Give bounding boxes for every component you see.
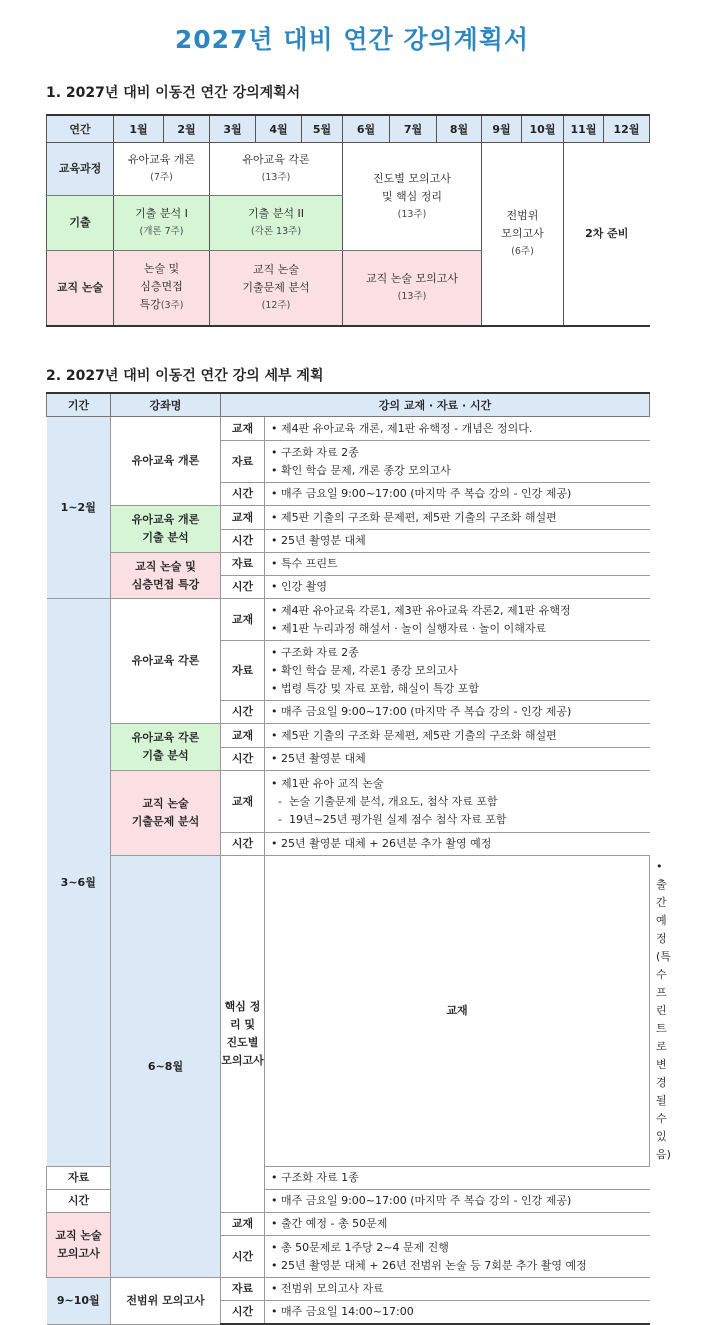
course-line: 핵심 정리 및 bbox=[224, 1000, 261, 1031]
type-cell: 교재 bbox=[221, 724, 265, 748]
type-cell: 시간 bbox=[221, 576, 265, 599]
period-cell: 3~6월 bbox=[47, 599, 111, 1167]
detail-line: • 확인 학습 문제, 개론 종강 모의고사 bbox=[271, 463, 451, 477]
detail-cell: • 매주 금요일 9:00~17:00 (마지막 주 복습 강의 - 인강 제공) bbox=[265, 701, 650, 724]
detail-cell: • 매주 금요일 9:00~17:00 (마지막 주 복습 강의 - 인강 제공) bbox=[265, 483, 650, 506]
header-cell: 11월 bbox=[564, 115, 604, 143]
past-core-cell bbox=[210, 196, 343, 251]
detail-line: • 확인 학습 문제, 각론1 종강 모의고사 bbox=[271, 663, 458, 677]
cell-title: 기출 분석 I bbox=[135, 207, 188, 220]
detail-line: • 법령 특강 및 자료 포함, 해실이 특강 포함 bbox=[271, 681, 479, 695]
row-label: 기출 bbox=[47, 196, 114, 251]
detail-cell bbox=[265, 771, 650, 833]
detail-cell: • 제4판 유아교육 개론, 제1판 유핵정 - 개념은 정의다. bbox=[265, 417, 650, 441]
detail-cell bbox=[265, 1236, 650, 1278]
cell-weeks: (7주) bbox=[150, 172, 173, 183]
type-cell: 교재 bbox=[265, 856, 650, 1167]
course-line: 교직 논술 bbox=[55, 1229, 102, 1242]
detail-cell: • 구조화 자료 1종 bbox=[265, 1167, 650, 1190]
detail-cell: • 인강 촬영 bbox=[265, 576, 650, 599]
cell-weeks: (6주) bbox=[511, 245, 534, 257]
cell-title: 기출 분석 II bbox=[248, 207, 304, 220]
type-cell: 교재 bbox=[221, 771, 265, 833]
type-cell: 교재 bbox=[221, 417, 265, 441]
cell-weeks: (3주) bbox=[160, 300, 184, 312]
cell-line: 및 핵심 정리 bbox=[381, 189, 443, 203]
curriculum-core-cell bbox=[210, 143, 343, 196]
header-cell: 12월 bbox=[604, 115, 650, 143]
header-cell: 5월 bbox=[302, 115, 343, 143]
page-title: 2027년 대비 연간 강의계획서 bbox=[174, 25, 530, 54]
header-cell: 강의 교재 · 자료 · 시간 bbox=[221, 393, 650, 417]
header-cell: 7월 bbox=[390, 115, 437, 143]
type-cell: 자료 bbox=[47, 1167, 111, 1190]
course-cell bbox=[111, 771, 221, 856]
cell-line: 특강 bbox=[139, 298, 161, 312]
cell-weeks: (각론 13주) bbox=[250, 226, 302, 237]
detail-line: • 제4판 유아교육 각론1, 제3판 유아교육 각론2, 제1판 유핵정 bbox=[271, 603, 571, 617]
type-cell: 시간 bbox=[47, 1190, 111, 1213]
course-line: 교직 논술 bbox=[142, 797, 189, 810]
course-line: 심층면접 특강 bbox=[131, 577, 200, 591]
cell-weeks: (13주) bbox=[397, 208, 427, 220]
course-cell: 유아교육 개론 bbox=[111, 417, 221, 506]
cell-weeks: (개론 7주) bbox=[139, 226, 184, 237]
cell-line: 전범위 bbox=[506, 208, 539, 222]
essay-analysis-cell bbox=[210, 251, 343, 326]
detail-cell bbox=[265, 599, 650, 641]
detail-cell: • 매주 금요일 9:00~17:00 (마지막 주 복습 강의 - 인강 제공) bbox=[265, 1190, 650, 1213]
detail-cell: • 25년 촬영분 대체 bbox=[265, 530, 650, 553]
type-cell: 교재 bbox=[221, 506, 265, 530]
course-cell bbox=[47, 1213, 111, 1278]
type-cell: 시간 bbox=[221, 701, 265, 724]
cell-weeks: (13주) bbox=[261, 172, 291, 183]
course-cell bbox=[111, 724, 221, 771]
course-line: 기출 분석 bbox=[142, 749, 189, 762]
annual-plan-table bbox=[46, 114, 650, 327]
course-cell: 유아교육 각론 bbox=[111, 599, 221, 724]
detail-line: - 논술 기출문제 분석, 개요도, 첨삭 자료 포함 bbox=[271, 794, 498, 808]
cell-line: 교직 논술 bbox=[252, 262, 299, 276]
detail-cell: • 제5판 기출의 구조화 문제편, 제5판 기출의 구조화 해설편 bbox=[265, 724, 650, 748]
detail-cell bbox=[265, 641, 650, 701]
header-cell: 연간 bbox=[47, 115, 114, 143]
detail-cell: • 제5판 기출의 구조화 문제편, 제5판 기출의 구조화 해설편 bbox=[265, 506, 650, 530]
course-line: 기출문제 분석 bbox=[131, 815, 200, 828]
cell-line: 기출문제 분석 bbox=[242, 280, 310, 294]
type-cell: 자료 bbox=[221, 641, 265, 701]
detail-cell: • 전범위 모의고사 자료 bbox=[265, 1278, 650, 1301]
period-cell: 1~2월 bbox=[47, 417, 111, 599]
type-cell: 시간 bbox=[221, 1301, 265, 1325]
table-row bbox=[47, 1278, 650, 1301]
course-cell bbox=[221, 856, 265, 1213]
cell-weeks: (12주) bbox=[261, 299, 291, 311]
course-line: 유아교육 개론 bbox=[131, 513, 200, 526]
cell-line: 심층면접 bbox=[140, 280, 183, 294]
header-cell: 2월 bbox=[164, 115, 210, 143]
detail-cell: • 매주 금요일 14:00~17:00 bbox=[265, 1301, 650, 1325]
header-cell: 1월 bbox=[114, 115, 164, 143]
type-cell: 시간 bbox=[221, 530, 265, 553]
header-cell: 4월 bbox=[256, 115, 302, 143]
cell-line: 모의고사 bbox=[501, 226, 544, 240]
table-row bbox=[47, 506, 650, 530]
type-cell: 자료 bbox=[221, 1278, 265, 1301]
cell-line: 논술 및 bbox=[143, 262, 180, 276]
detail-cell: • 특수 프린트 bbox=[265, 553, 650, 576]
course-line: 진도별 모의고사 bbox=[221, 1036, 264, 1067]
type-cell: 시간 bbox=[221, 833, 265, 856]
detail-cell bbox=[265, 441, 650, 483]
detail-line: • 제1판 누리과정 해설서 · 놀이 실행자료 · 놀이 이해자료 bbox=[271, 621, 547, 635]
course-line: 교직 논술 및 bbox=[135, 559, 196, 573]
cell-title: 유아교육 개론 bbox=[127, 153, 196, 166]
detail-line: • 제1판 유아 교직 논술 bbox=[271, 776, 384, 790]
cell-title: 유아교육 각론 bbox=[242, 153, 310, 166]
detail-line: • 25년 촬영분 대체 + 26년 전범위 논술 등 7회분 추가 촬영 예정 bbox=[271, 1258, 587, 1272]
table-row: 6~8월 핵심 정리 및 진도별 모의고사 교재 • 출간 예정 (특수 프린트로 변경될 수 있음) bbox=[47, 856, 650, 1167]
detail-line: • 구조화 자료 2종 bbox=[271, 645, 359, 659]
type-cell: 자료 bbox=[221, 441, 265, 483]
essay-special-cell bbox=[114, 251, 210, 326]
course-line: 모의고사 bbox=[57, 1247, 100, 1260]
header-cell: 기간 bbox=[47, 393, 111, 417]
table-row bbox=[47, 724, 650, 748]
full-mock-cell bbox=[482, 143, 564, 326]
header-cell: 3월 bbox=[210, 115, 256, 143]
type-cell: 시간 bbox=[221, 748, 265, 771]
period-cell: 6~8월 bbox=[111, 856, 221, 1278]
row-label: 교육과정 bbox=[47, 143, 114, 196]
cell-weeks: (13주) bbox=[397, 290, 427, 302]
cell-line: 진도별 모의고사 bbox=[373, 171, 451, 185]
type-cell: 시간 bbox=[221, 483, 265, 506]
type-cell: 교재 bbox=[221, 599, 265, 641]
header-cell: 9월 bbox=[482, 115, 522, 143]
period-cell: 9~10월 bbox=[47, 1278, 111, 1325]
table-row bbox=[47, 599, 650, 641]
table-row bbox=[47, 417, 650, 441]
row-label: 교직 논술 bbox=[47, 251, 114, 326]
curriculum-row bbox=[47, 143, 650, 196]
course-line: 기출 분석 bbox=[142, 531, 189, 544]
stage-mock-cell bbox=[343, 143, 482, 251]
curriculum-intro-cell bbox=[114, 143, 210, 196]
detail-cell: • 출간 예정 - 총 50문제 bbox=[265, 1213, 650, 1236]
header-cell: 강좌명 bbox=[111, 393, 221, 417]
section1-heading: 1. 2027년 대비 이동건 연간 강의계획서 bbox=[46, 85, 301, 101]
course-line: 유아교육 각론 bbox=[131, 731, 200, 744]
table-row bbox=[47, 553, 650, 576]
detail-cell: • 25년 촬영분 대체 bbox=[265, 748, 650, 771]
detail-line: • 총 50문제로 1주당 2~4 문제 진행 bbox=[271, 1240, 449, 1254]
table-row bbox=[47, 771, 650, 833]
detail-line: - 19년~25년 평가원 실제 점수 첨삭 자료 포함 bbox=[271, 812, 507, 826]
cell-title: 교직 논술 모의고사 bbox=[365, 271, 458, 285]
section2-heading: 2. 2027년 대비 이동건 연간 강의 세부 계획 bbox=[46, 368, 324, 384]
past-intro-cell bbox=[114, 196, 210, 251]
detail-header-row bbox=[47, 393, 650, 417]
detail-cell: • 25년 촬영분 대체 + 26년분 추가 촬영 예정 bbox=[265, 833, 650, 856]
header-cell: 8월 bbox=[437, 115, 482, 143]
course-cell bbox=[111, 506, 221, 553]
course-cell bbox=[111, 553, 221, 599]
essay-mock-cell bbox=[343, 251, 482, 326]
type-cell: 시간 bbox=[221, 1236, 265, 1278]
header-cell: 10월 bbox=[522, 115, 564, 143]
second-stage-cell: 2차 준비 bbox=[564, 143, 650, 326]
detail-line: • 구조화 자료 2종 bbox=[271, 445, 359, 459]
detail-plan-table bbox=[46, 392, 671, 1325]
type-cell: 교재 bbox=[221, 1213, 265, 1236]
course-cell: 전범위 모의고사 bbox=[111, 1278, 221, 1325]
header-cell: 6월 bbox=[343, 115, 390, 143]
annual-header-row bbox=[47, 115, 650, 143]
type-cell: 자료 bbox=[221, 553, 265, 576]
